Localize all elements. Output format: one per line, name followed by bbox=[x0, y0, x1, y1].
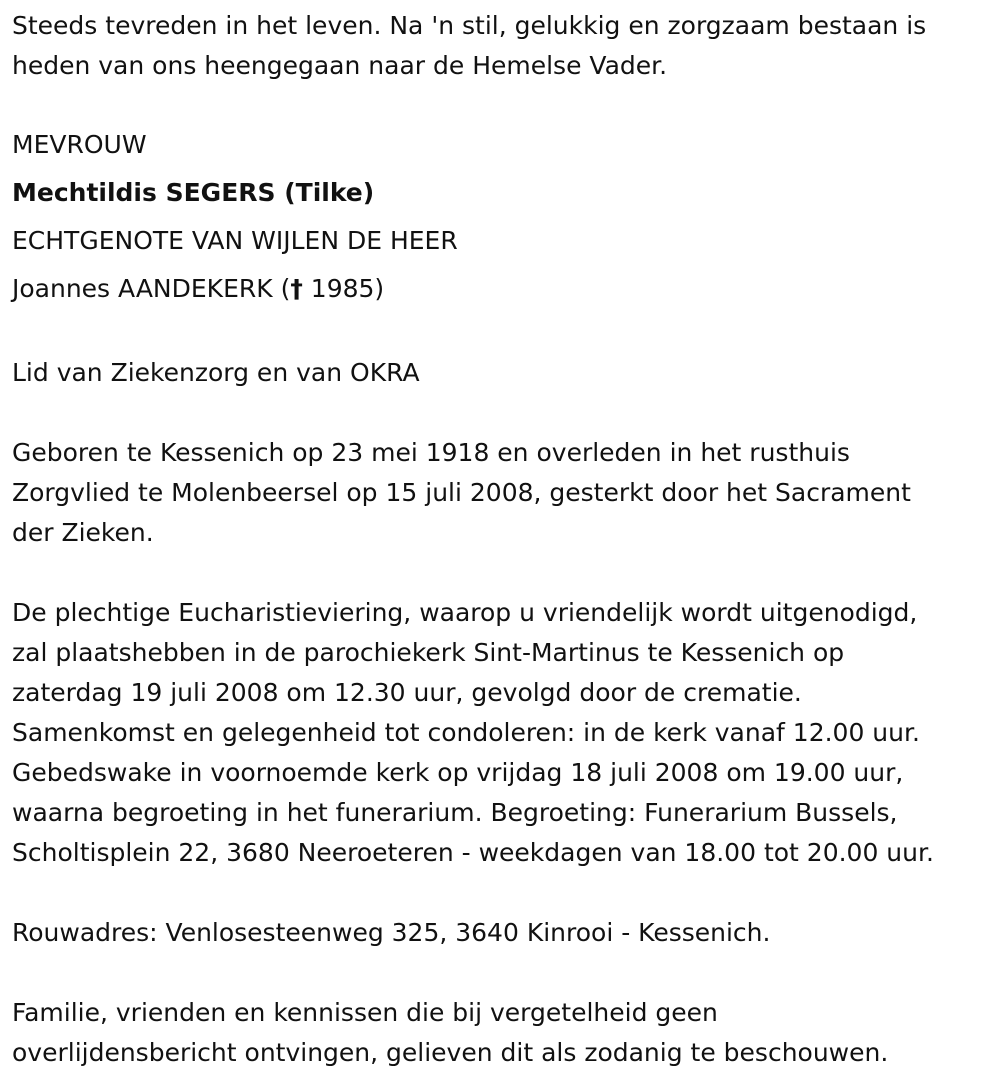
ceremony-paragraph: De plechtige Eucharistieviering, waarop u vriendelijk wordt uitgenodigd, zal plaatshebben in de parochiekerk Sint-Martinus te Kessenich op zaterdag 19 juli 2008 om 12.30 uur, gevolgd door de crematie. Samenkomst en gelegenheid tot condoleren: in de kerk vanaf 12.00 uur. Gebedswake in voornoemde kerk op vrijdag 18 juli 2008 om 19.00 uur, waarna begroeting in het funerarium. Begroeting: Funerarium Bussels, Scholtisplein 22, 3680 Neeroeteren - weekdagen van 18.00 tot 20.00 uur. bbox=[12, 598, 934, 867]
obituary-notice bbox=[12, 6, 992, 1073]
intro-paragraph: Steeds tevreden in het leven. Na 'n stil, gelukkig en zorgzaam bestaan is heden van ons heengegaan naar de Hemelse Vader. bbox=[12, 11, 927, 80]
spouse-name: Joannes AANDEKERK ( bbox=[12, 274, 291, 303]
mourning-address: Rouwadres: Venlosesteenweg 325, 3640 Kinrooi - Kessenich. bbox=[12, 918, 771, 947]
spouse-death-year: 1985) bbox=[302, 274, 385, 303]
spouse-line bbox=[12, 265, 992, 313]
cross-icon: † bbox=[290, 274, 303, 303]
spouse-intro: ECHTGENOTE VAN WIJLEN DE HEER bbox=[12, 226, 458, 255]
honorific-title: MEVROUW bbox=[12, 130, 147, 159]
membership-paragraph: Lid van Ziekenzorg en van OKRA bbox=[12, 358, 420, 387]
deceased-name: Mechtildis SEGERS (Tilke) bbox=[12, 178, 375, 207]
deceased-block bbox=[12, 121, 992, 313]
birth-death-paragraph: Geboren te Kessenich op 23 mei 1918 en overleden in het rusthuis Zorgvlied te Molenbeersel op 15 juli 2008, gesterkt door het Sacrament der Zieken. bbox=[12, 438, 911, 547]
closing-paragraph: Familie, vrienden en kennissen die bij vergetelheid geen overlijdensbericht ontvingen, gelieven dit als zodanig te beschouwen. bbox=[12, 998, 889, 1067]
